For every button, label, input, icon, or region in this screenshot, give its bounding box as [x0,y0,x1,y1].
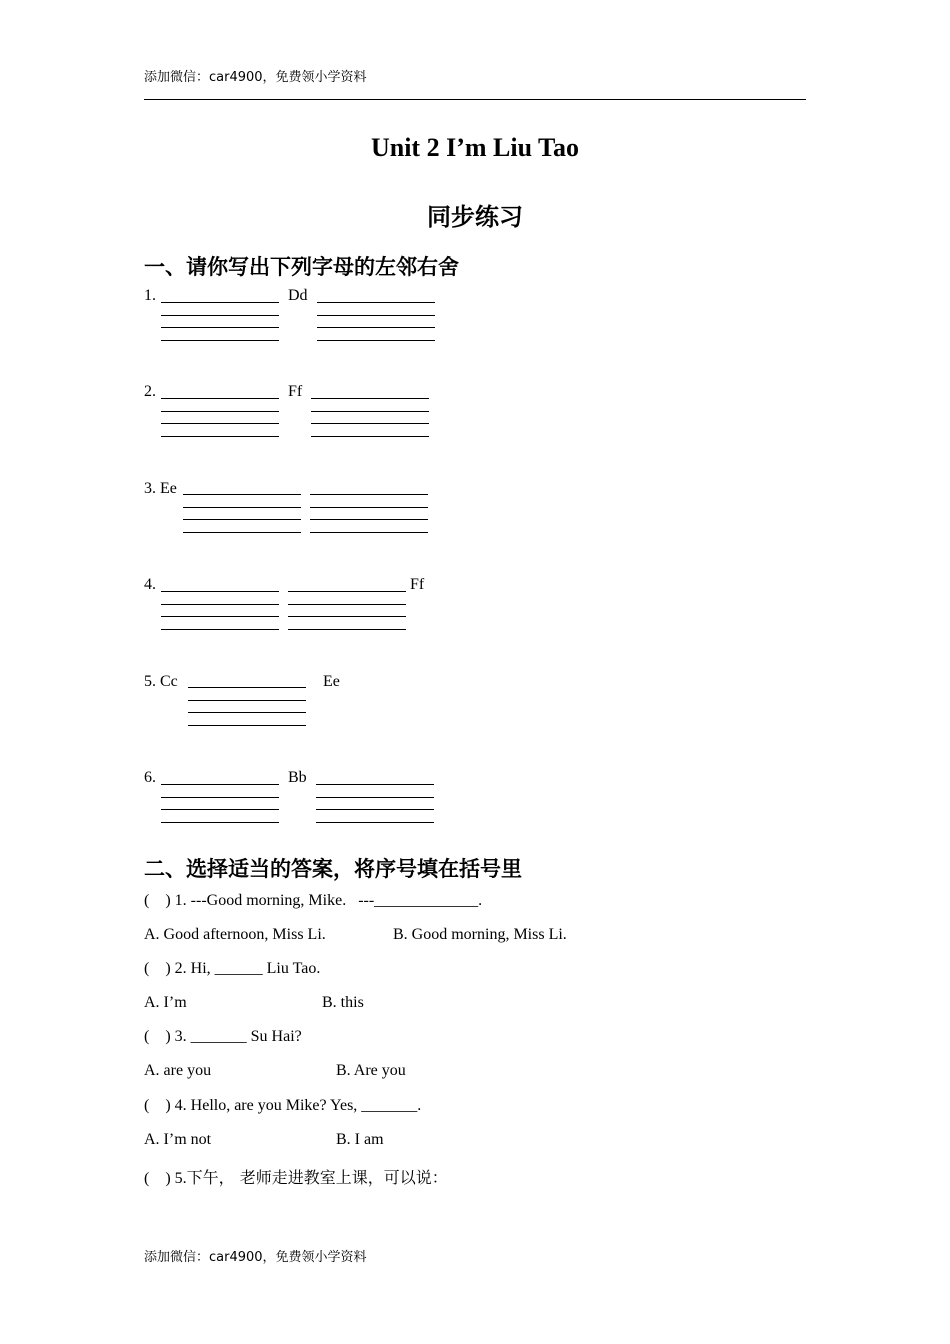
item-4-letter: Ff [410,576,425,593]
question-3-option-b: B. Are you [336,1062,406,1079]
question-2: ( ) 2. Hi, ______ Liu Tao. [144,960,321,977]
question-4-option-b: B. I am [336,1131,384,1148]
question-2-option-a: A. I’m [144,994,187,1011]
question-5-text: 下午， 老师走进教室上课，可以说： [186,1168,448,1187]
item-6-letter: Bb [288,769,307,786]
question-3-option-a: A. are you [144,1062,212,1079]
section-1-heading: 一、请你写出下列字母的左邻右舍 [144,255,459,279]
question-1-option-a: A. Good afternoon, Miss Li. [144,926,326,943]
question-5 [144,1165,448,1188]
page-footer-note: 添加微信：car4900，免费领小学资料 [144,1250,367,1265]
item-3-number-letter: 3. Ee [144,480,177,497]
question-3: ( ) 3. _______ Su Hai? [144,1028,302,1045]
section-2-heading: 二、选择适当的答案，将序号填在括号里 [144,857,522,881]
question-4-option-a: A. I’m not [144,1131,212,1148]
item-2-number: 2. [144,383,156,400]
item-6-number: 6. [144,769,156,786]
question-1: ( ) 1. ---Good morning, Mike. ---_____________. [144,892,483,909]
item-5-number-letter: 5. Cc [144,673,178,690]
page-header-note: 添加微信：car4900，免费领小学资料 [144,70,367,85]
question-5-prefix: ( ) 5. [144,1170,187,1187]
question-2-option-b: B. this [322,994,364,1011]
item-2-letter: Ff [288,383,303,400]
question-1-option-b: B. Good morning, Miss Li. [393,926,567,943]
worksheet-title: Unit 2 I’m Liu Tao [370,133,580,162]
worksheet-subtitle: 同步练习 [427,203,523,231]
item-5-letter: Ee [323,673,340,690]
item-1-number: 1. [144,287,156,304]
item-4-number: 4. [144,576,156,593]
question-4: ( ) 4. Hello, are you Mike? Yes, _______. [144,1097,422,1114]
item-1-letter: Dd [288,287,308,304]
header-divider [144,99,806,100]
